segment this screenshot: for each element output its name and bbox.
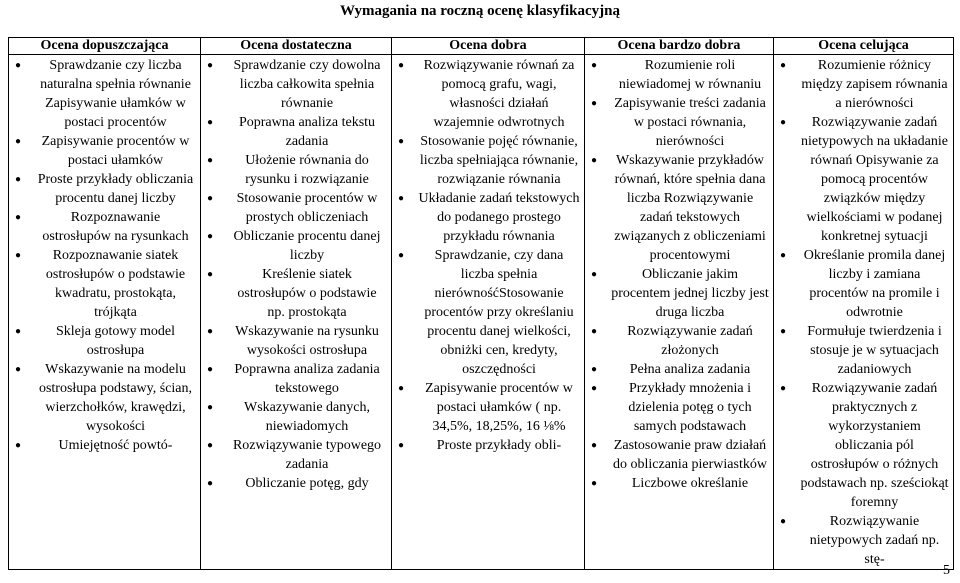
requirements-list (205, 56, 387, 493)
requirement-item: ● Stosowanie pojęć równanie, liczba spełniająca równanie, rozwiązanie równania (396, 132, 580, 189)
requirement-item: ● Poprawna analiza zadania tekstowego (205, 360, 387, 398)
requirement-item: ● Rozwiązywanie zadań złożonych (589, 322, 769, 360)
page-number: 5 (943, 563, 950, 578)
column-dostateczna (201, 55, 392, 570)
header-grade-2: Ocena dostateczna (201, 38, 392, 55)
requirement-item: ● Proste przykłady obli- (396, 436, 580, 455)
requirements-list (396, 56, 580, 455)
column-dopuszczajaca (9, 55, 201, 570)
requirement-item: ● Rozwiązywanie zadań praktycznych z wykorzystaniem obliczania pól ostrosłupów o różnych podstawach np. sześciokąt foremny (778, 379, 949, 512)
requirement-item: ● Rozwiązywanie typowego zadania (205, 436, 387, 474)
requirement-item: ● Wskazywanie danych, niewiadomych (205, 398, 387, 436)
requirement-item: ● Układanie zadań tekstowych do podanego prostego przykładu równania (396, 189, 580, 246)
requirements-list (589, 56, 769, 493)
requirement-item: ● Stosowanie procentów w prostych obliczeniach (205, 189, 387, 227)
requirement-item: ● Formułuje twierdzenia i stosuje je w sytuacjach zadaniowych (778, 322, 949, 379)
requirement-item: ● Ułożenie równania do rysunku i rozwiązanie (205, 151, 387, 189)
content-row (9, 55, 954, 570)
requirement-item: ● Liczbowe określanie (589, 474, 769, 493)
requirements-table (8, 37, 954, 570)
requirement-item: ● Sprawdzanie czy dowolna liczba całkowita spełnia równanie (205, 56, 387, 113)
requirement-item: ● Umiejętność powtó- (13, 436, 196, 455)
header-grade-4: Ocena bardzo dobra (585, 38, 774, 55)
requirement-item: ● Skleja gotowy model ostrosłupa (13, 322, 196, 360)
requirement-item: ● Poprawna analiza tekstu zadania (205, 113, 387, 151)
requirement-item: ● Wskazywanie na modelu ostrosłupa podstawy, ścian, wierzchołków, krawędzi, wysokości (13, 360, 196, 436)
requirement-item: ● Rozumienie roli niewiadomej w równaniu (589, 56, 769, 94)
header-grade-1: Ocena dopuszczająca (9, 38, 201, 55)
requirement-item: ● Proste przykłady obliczania procentu danej liczby (13, 170, 196, 208)
header-grade-3: Ocena dobra (392, 38, 585, 55)
requirement-item: ● Sprawdzanie czy liczba naturalna spełnia równanie Zapisywanie ułamków w postaci procentów (13, 56, 196, 132)
requirement-item: ● Obliczanie jakim procentem jednej liczby jest druga liczba (589, 265, 769, 322)
requirement-item: ● Rozumienie różnicy między zapisem równania a nierówności (778, 56, 949, 113)
requirement-item: ● Wskazywanie na rysunku wysokości ostrosłupa (205, 322, 387, 360)
requirement-item: ● Rozwiązywanie nietypowych zadań np. stę- (778, 512, 949, 569)
requirement-item: ● Kreślenie siatek ostrosłupów o podstawie np. prostokąta (205, 265, 387, 322)
requirements-list (778, 56, 949, 569)
requirement-item: ● Rozpoznawanie siatek ostrosłupów o podstawie kwadratu, prostokąta, trójkąta (13, 246, 196, 322)
requirement-item: ● Wskazywanie przykładów równań, które spełnia dana liczba Rozwiązywanie zadań tekstowych związanych z obliczeniami procentowymi (589, 151, 769, 265)
requirement-item: ● Zastosowanie praw działań do obliczania pierwiastków (589, 436, 769, 474)
requirement-item: ● Rozwiązywanie równań za pomocą grafu, wagi, własności działań wzajemnie odwrotnych (396, 56, 580, 132)
requirement-item: ● Obliczanie potęg, gdy (205, 474, 387, 493)
header-grade-5: Ocena celująca (774, 38, 954, 55)
column-celujaca (774, 55, 954, 570)
requirement-item: ● Zapisywanie procentów w postaci ułamków ( np. 34,5%, 18,25%, 16 ⅛% (396, 379, 580, 436)
header-row (9, 38, 954, 55)
requirement-item: ● Rozpoznawanie ostrosłupów na rysunkach (13, 208, 196, 246)
column-dobra (392, 55, 585, 570)
requirement-item: ● Określanie promila danej liczby i zamiana procentów na promile i odwrotnie (778, 246, 949, 322)
requirement-item: ● Sprawdzanie, czy dana liczba spełnia nierównośćStosowanie procentów przy określaniu procentu danej wielkości, obniżki cen, kredyty, oszczędności (396, 246, 580, 379)
column-bardzo-dobra (585, 55, 774, 570)
requirement-item: ● Zapisywanie procentów w postaci ułamków (13, 132, 196, 170)
page-title: Wymagania na roczną ocenę klasyfikacyjną (340, 3, 620, 19)
requirements-list (13, 56, 196, 455)
requirement-item: ● Przykłady mnożenia i dzielenia potęg o tych samych podstawach (589, 379, 769, 436)
requirement-item: ● Zapisywanie treści zadania w postaci równania, nierówności (589, 94, 769, 151)
requirement-item: ● Rozwiązywanie zadań nietypowych na układanie równań Opisywanie za pomocą procentów związków między wielkościami w podanej konkretnej sytuacji (778, 113, 949, 246)
requirement-item: ● Pełna analiza zadania (589, 360, 769, 379)
requirement-item: ● Obliczanie procentu danej liczby (205, 227, 387, 265)
